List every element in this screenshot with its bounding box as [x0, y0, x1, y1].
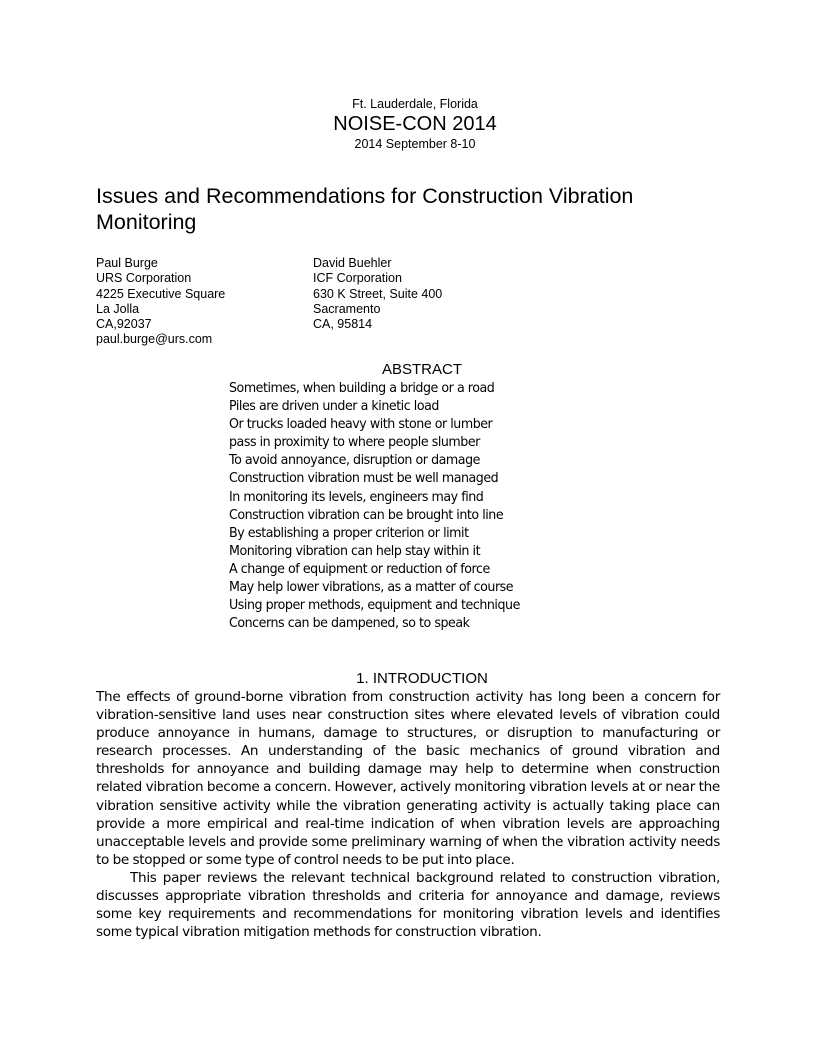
author-address-city: Sacramento: [313, 301, 381, 316]
author-address-state: CA, 95814: [313, 317, 373, 332]
author-email: paul.burge@urs.com: [96, 332, 213, 347]
abstract-line: Construction vibration must be well managed: [229, 470, 499, 487]
author-address-state: CA,92037: [96, 317, 152, 332]
abstract-line: Using proper methods, equipment and technique: [229, 597, 520, 614]
abstract-line: A change of equipment or reduction of force: [229, 560, 490, 577]
conference-date: 2014 September 8-10: [354, 137, 476, 151]
abstract-line: Sometimes, when building a bridge or a road: [229, 380, 495, 396]
introduction-heading: 1. INTRODUCTION: [356, 670, 488, 687]
author-address-street: 630 K Street, Suite 400: [313, 286, 443, 301]
abstract-line: Or trucks loaded heavy with stone or lumber: [229, 416, 493, 433]
abstract-line: Monitoring vibration can help stay within it: [229, 542, 481, 559]
abstract-line: Piles are driven under a kinetic load: [229, 398, 439, 415]
author-block-1: [96, 256, 225, 348]
author-name: Paul Burge: [96, 256, 158, 270]
conference-location: Ft. Lauderdale, Florida: [352, 97, 478, 111]
author-block-2: [313, 256, 442, 332]
abstract-line: By establishing a proper criterion or limit: [229, 524, 469, 541]
introduction-body: [96, 688, 720, 941]
introduction-paragraph: The effects of ground-borne vibration from construction activity has long been a concern for vibration-sensitive land uses near construction sites where elevated levels of vibration could produce annoyance in humans, damage to structures, or disruption to manufacturing or research processes. An understanding of the basic mechanics of ground vibration and thresholds for annoyance and building damage may help to determine when construction related vibration become a concern. However, actively monitoring vibration levels at or near the vibration sensitive activity while the vibration generating activity is actually taking place can provide a more empirical and real-time indication of when vibration levels are approaching unacceptable levels and provide some preliminary warning of when the vibration activity needs to be stopped or some type of control needs to be put into place.: [96, 689, 720, 868]
abstract-heading: ABSTRACT: [381, 361, 462, 378]
author-affiliation: ICF Corporation: [313, 271, 402, 286]
abstract-body: [229, 379, 520, 632]
abstract-line: Concerns can be dampened, so to speak: [229, 615, 470, 632]
conference-header: [0, 96, 816, 152]
conference-name: NOISE-CON 2014: [333, 113, 497, 135]
author-affiliation: URS Corporation: [96, 271, 192, 286]
author-address-street: 4225 Executive Square: [96, 286, 226, 301]
author-address-city: La Jolla: [96, 301, 140, 316]
abstract-line: Construction vibration can be brought into line: [229, 506, 504, 523]
abstract-line: In monitoring its levels, engineers may find: [229, 488, 484, 505]
abstract-line: To avoid annoyance, disruption or damage: [229, 452, 480, 469]
paper-title: Issues and Recommendations for Construction Vibration Monitoring: [96, 184, 634, 234]
abstract-line: pass in proximity to where people slumber: [229, 434, 480, 451]
abstract-line: May help lower vibrations, as a matter of course: [229, 579, 514, 596]
introduction-paragraph: This paper reviews the relevant technical background related to construction vibration, discusses appropriate vibration thresholds and criteria for annoyance and damage, reviews some key requirements and recommendations for monitoring vibration levels and identifies some typical vibration mitigation methods for construction vibration.: [96, 869, 720, 941]
author-name: David Buehler: [313, 256, 392, 270]
